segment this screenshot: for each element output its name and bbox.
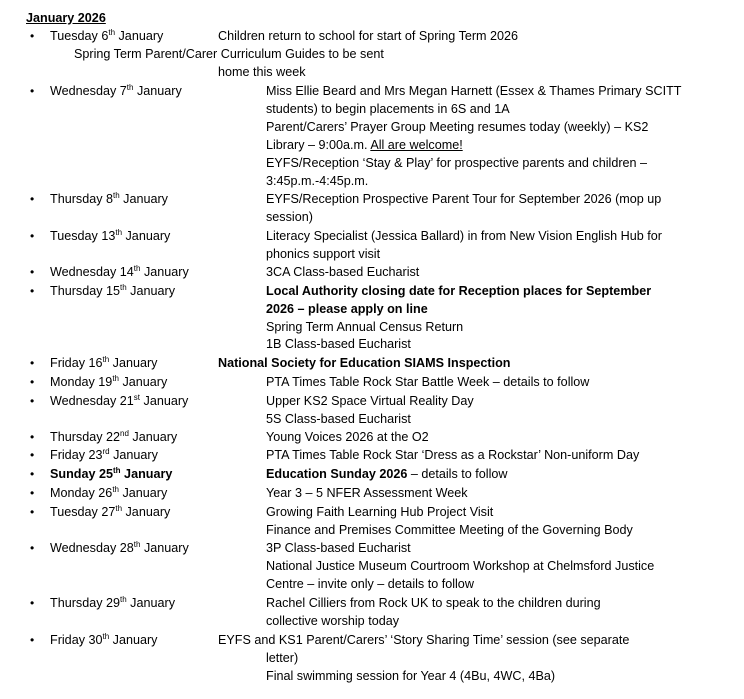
event-line: phonics support visit (266, 247, 381, 261)
bullet-icon: • (30, 356, 35, 370)
date-suffix: th (133, 539, 141, 549)
event-line: Centre – invite only – details to follow (266, 577, 474, 591)
date-label (50, 428, 177, 446)
date-label (50, 594, 175, 612)
date-suffix: th (115, 227, 123, 237)
date-month: January (118, 375, 168, 389)
date-label (50, 190, 168, 208)
event-line (266, 136, 463, 154)
date-month: January (118, 486, 168, 500)
welcome-emphasis: All are welcome! (370, 138, 463, 152)
bullet-icon: • (30, 596, 35, 610)
event-line: Parent/Carers’ Prayer Group Meeting resumes today (weekly) – KS2 (266, 120, 649, 134)
bullet-icon: • (30, 265, 35, 279)
bullet-icon: • (30, 467, 35, 481)
event-line: Finance and Premises Committee Meeting of the Governing Body (266, 523, 633, 537)
event-line: 3CA Class-based Eucharist (266, 265, 420, 279)
date-day: Tuesday 13 (50, 229, 116, 243)
date-day: Thursday 22 (50, 430, 121, 444)
event-line: Spring Term Annual Census Return (266, 320, 464, 334)
date-month: January (126, 284, 175, 298)
date-suffix: th (115, 503, 123, 513)
date-label (50, 465, 172, 483)
date-day: Wednesday 7 (50, 84, 127, 98)
date-day: Friday 30 (50, 633, 103, 647)
event-line: PTA Times Table Rock Star ‘Dress as a Rockstar’ Non-uniform Day (266, 448, 640, 462)
date-suffix: th (102, 354, 110, 364)
event-line: Local Authority closing date for Reception places for September (266, 284, 652, 298)
date-suffix: th (126, 82, 134, 92)
date-suffix: th (108, 27, 116, 37)
bullet-icon: • (30, 84, 35, 98)
date-day: Tuesday 6 (50, 29, 109, 43)
date-suffix: th (112, 373, 119, 383)
bullet-icon: • (30, 541, 35, 555)
date-month: January (133, 84, 182, 98)
bullet-icon: • (30, 430, 35, 444)
bullet-icon: • (30, 375, 35, 389)
date-suffix: th (120, 282, 127, 292)
event-line: 3:45p.m.-4:45p.m. (266, 174, 369, 188)
date-label (50, 227, 170, 245)
bullet-icon: • (30, 29, 35, 43)
event-line: EYFS/Reception Prospective Parent Tour for September 2026 (mop up (266, 192, 662, 206)
event-line: letter) (266, 651, 299, 665)
date-label (50, 446, 158, 464)
event-line: session) (266, 210, 313, 224)
event-line: Spring Term Parent/Carer Curriculum Guides to be sent (74, 47, 384, 61)
date-label (50, 392, 188, 410)
event-line: National Justice Museum Courtroom Workshop at Chelmsford Justice (266, 559, 655, 573)
date-suffix: th (112, 484, 119, 494)
date-day: Friday 16 (50, 356, 103, 370)
date-month: January (140, 265, 189, 279)
date-day: Wednesday 28 (50, 541, 134, 555)
event-text: – details to follow (407, 467, 508, 481)
event-line: 5S Class-based Eucharist (266, 412, 411, 426)
date-suffix: th (133, 263, 141, 273)
bullet-icon: • (30, 394, 35, 408)
date-day: Monday 19 (50, 375, 113, 389)
bullet-icon: • (30, 192, 35, 206)
date-month: January (109, 356, 158, 370)
event-line (266, 465, 507, 483)
event-line: Literacy Specialist (Jessica Ballard) in from New Vision English Hub for (266, 229, 662, 243)
date-label (50, 82, 182, 100)
date-month: January (120, 467, 173, 481)
date-day: Thursday 29 (50, 596, 121, 610)
date-day: Friday 23 (50, 448, 103, 462)
date-month: January (126, 596, 175, 610)
event-line: students) to begin placements in 6S and 1A (266, 102, 510, 116)
date-label (50, 282, 175, 300)
bullet-icon: • (30, 284, 35, 298)
event-title: Education Sunday 2026 (266, 467, 408, 481)
date-label (50, 354, 157, 372)
date-day: Tuesday 27 (50, 505, 116, 519)
bullet-icon: • (30, 448, 35, 462)
event-line: Year 3 – 5 NFER Assessment Week (266, 486, 468, 500)
bullet-icon: • (30, 633, 35, 647)
bullet-icon: • (30, 505, 35, 519)
event-line: 3P Class-based Eucharist (266, 541, 411, 555)
date-month: January (128, 430, 178, 444)
date-suffix: th (113, 465, 121, 475)
date-month: January (140, 394, 189, 408)
date-label (50, 373, 167, 391)
date-suffix: th (102, 631, 110, 641)
date-label (50, 503, 170, 521)
event-line: home this week (218, 65, 306, 79)
date-month: January (119, 192, 168, 206)
event-line: EYFS and KS1 Parent/Carers’ ‘Story Sharing Time’ session (see separate (218, 633, 630, 647)
date-suffix: th (120, 594, 127, 604)
date-suffix: rd (102, 446, 110, 456)
date-day: Monday 26 (50, 486, 113, 500)
event-line: Final swimming session for Year 4 (4Bu, 4WC, 4Ba) (266, 669, 556, 683)
date-label (50, 631, 157, 649)
date-suffix: th (113, 190, 120, 200)
date-suffix: st (133, 392, 141, 402)
event-text: Library – 9:00a.m. (266, 138, 371, 152)
event-line: PTA Times Table Rock Star Battle Week – details to follow (266, 375, 590, 389)
date-day: Wednesday 21 (50, 394, 134, 408)
date-label (50, 27, 163, 45)
event-line: Young Voices 2026 at the O2 (266, 430, 429, 444)
date-month: January (122, 229, 171, 243)
date-day: Sunday 25 (50, 467, 113, 481)
date-month: January (109, 633, 158, 647)
date-suffix: nd (120, 428, 129, 438)
event-line: Upper KS2 Space Virtual Reality Day (266, 394, 474, 408)
event-line: 2026 – please apply on line (266, 302, 428, 316)
date-month: January (115, 29, 164, 43)
event-line: EYFS/Reception ‘Stay & Play’ for prospective parents and children – (266, 156, 648, 170)
event-line: National Society for Education SIAMS Inspection (218, 356, 511, 370)
date-month: January (109, 448, 158, 462)
date-label (50, 263, 189, 281)
event-line: Children return to school for start of Spring Term 2026 (218, 29, 519, 43)
date-day: Wednesday 14 (50, 265, 134, 279)
date-day: Thursday 15 (50, 284, 121, 298)
date-label (50, 484, 167, 502)
event-line: Miss Ellie Beard and Mrs Megan Harnett (Essex & Thames Primary SCITT (266, 84, 682, 98)
bullet-icon: • (30, 229, 35, 243)
date-label (50, 539, 189, 557)
date-month: January (140, 541, 189, 555)
bullet-icon: • (30, 486, 35, 500)
event-line: Rachel Cilliers from Rock UK to speak to the children during (266, 596, 601, 610)
date-month: January (122, 505, 171, 519)
event-line: collective worship today (266, 614, 399, 628)
event-line: Growing Faith Learning Hub Project Visit (266, 505, 494, 519)
month-heading: January 2026 (26, 11, 106, 25)
date-day: Thursday 8 (50, 192, 113, 206)
event-line: 1B Class-based Eucharist (266, 337, 411, 351)
